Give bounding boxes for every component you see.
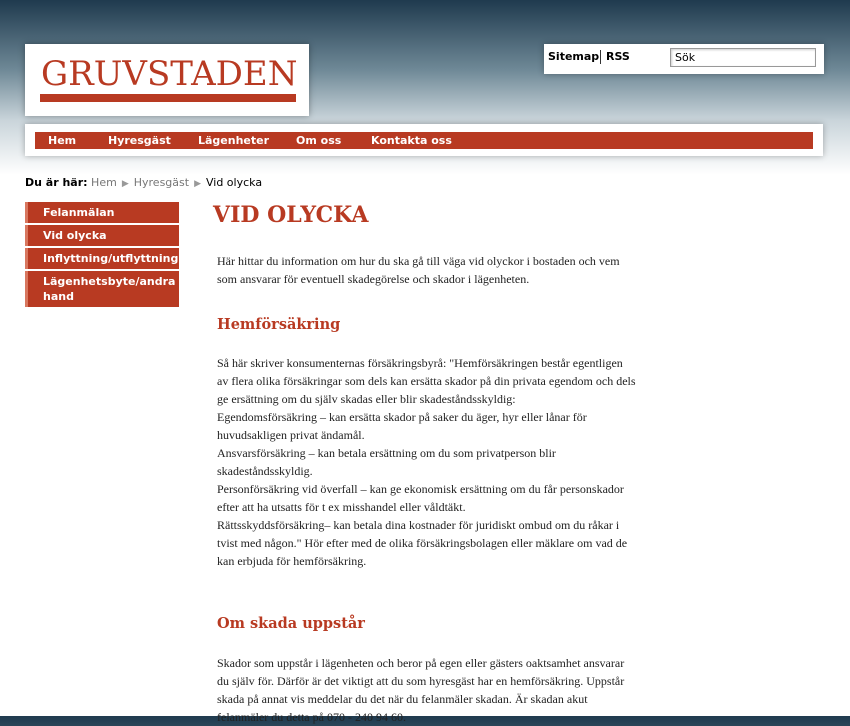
utility-divider: [600, 50, 601, 64]
sidebar-item-felanmalan[interactable]: Felanmälan: [25, 202, 179, 223]
breadcrumb-link-hem[interactable]: Hem: [91, 176, 117, 189]
nav-item-hyresgast[interactable]: Hyresgäst: [108, 134, 171, 147]
sitemap-link[interactable]: Sitemap: [548, 50, 600, 63]
sidebar: [25, 202, 179, 309]
nav-item-om-oss[interactable]: Om oss: [296, 134, 342, 147]
breadcrumb: [25, 176, 262, 189]
breadcrumb-label: Du är här:: [25, 176, 88, 189]
paragraph-line: Så här skriver konsumenternas försäkringsbyrå: "Hemförsäkringen består egentligen av flera olika försäkringar som dels kan ersätta skador på din privata egendom och dels ge ersättning om du själv skadas eller blir skadeståndsskyldig:: [217, 356, 636, 406]
logo-underline: [40, 94, 296, 102]
utility-bar: [544, 44, 824, 74]
logo-text: GRUVSTADEN: [41, 54, 298, 94]
nav-item-kontakta-oss[interactable]: Kontakta oss: [371, 134, 452, 147]
sidebar-item-vid-olycka[interactable]: Vid olycka: [25, 225, 179, 246]
nav-item-lagenheter[interactable]: Lägenheter: [198, 134, 270, 147]
paragraph-line: Ansvarsförsäkring – kan betala ersättning om du som privatperson blir skadeståndsskyldig.: [217, 446, 556, 478]
paragraph-line: Egendomsförsäkring – kan ersätta skador på saker du äger, hyr eller lånar för huvudsakligen privat ändamål.: [217, 410, 587, 442]
search-input[interactable]: [670, 48, 816, 67]
page-title: VID OLYCKA: [213, 202, 369, 228]
breadcrumb-arrow-icon: ▶: [194, 179, 201, 189]
sidebar-item-inflyttning[interactable]: Inflyttning/utflyttning: [25, 248, 179, 269]
sidebar-item-lagenhetsbyte[interactable]: Lägenhetsbyte/andra hand: [25, 271, 179, 307]
section-body-hemforsakring: [217, 354, 637, 570]
section-body-om-skada: Skador som uppstår i lägenheten och beror på egen eller gästers oaktsamhet ansvarar du själv för. Därför är det viktigt att du som hyresgäst har en hemförsäkring. Uppstår skada på annat vis meddelar du det när du felanmäler skadan. Är skadan akut felanmäler du detta på 070 - 240 94 60.: [217, 656, 625, 724]
section-heading-om-skada: Om skada uppstår: [217, 615, 365, 632]
breadcrumb-link-hyresgast[interactable]: Hyresgäst: [133, 176, 190, 189]
rss-link[interactable]: RSS: [606, 50, 630, 63]
breadcrumb-arrow-icon: ▶: [121, 179, 129, 189]
paragraph-line: Rättsskyddsförsäkring– kan betala dina kostnader för juridiskt ombud om du råkar i tvist med någon." Hör efter med de olika försäkringsbolagen eller mäklare om vad de kan erbjuda för hemförsäkring.: [217, 518, 628, 568]
logo[interactable]: [25, 44, 309, 116]
main-nav-bar: [35, 132, 813, 149]
paragraph-line: Personförsäkring vid överfall – kan ge ekonomisk ersättning om du får personskador efter att ha utsatts för t ex misshandel eller våldtäkt.: [217, 482, 624, 514]
main-nav: [25, 124, 823, 156]
section-heading-hemforsakring: Hemförsäkring: [217, 316, 341, 333]
intro-paragraph: Här hittar du information om hur du ska gå till väga vid olyckor i bostaden och vem som ansvarar för eventuell skadegörelse och skador i lägenheten.: [217, 254, 620, 286]
breadcrumb-current: Vid olycka: [205, 176, 263, 189]
nav-item-hem[interactable]: Hem: [48, 134, 77, 147]
